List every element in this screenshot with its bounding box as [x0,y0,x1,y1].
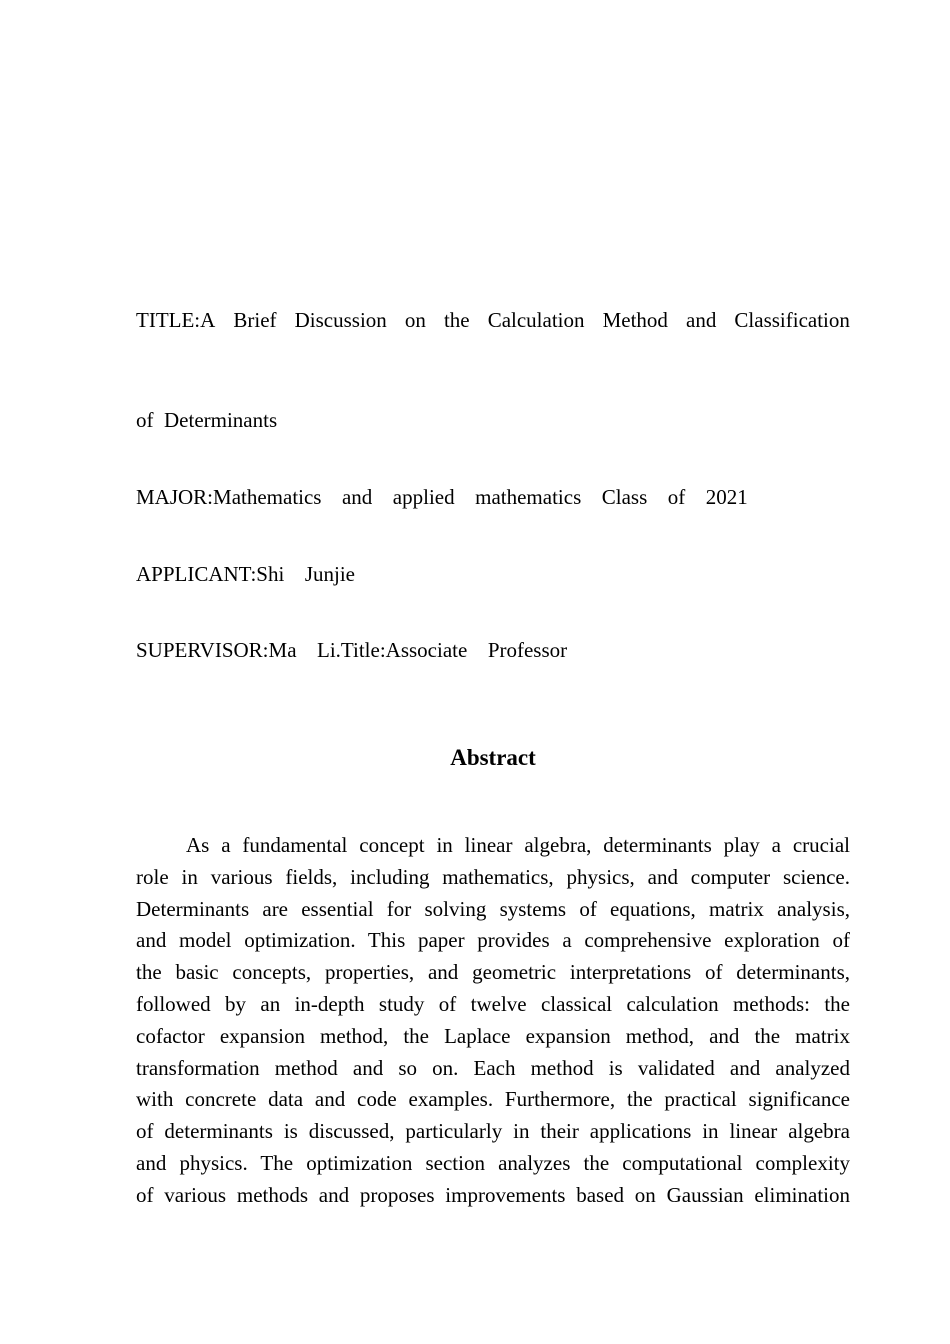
abstract-line: and physics. The optimization section analyzes the computational complexity [136,1150,850,1175]
abstract-line: of determinants is discussed, particularly in their applications in linear algebra [136,1119,850,1144]
abstract-line: role in various fields, including mathematics, physics, and computer science. [136,864,850,889]
title-word: Calculation [487,308,585,332]
abstract-line: As a fundamental concept in linear algebra, determinants play a crucial [186,833,850,857]
title-word: Method [602,308,668,332]
title-word: TITLE:A [136,308,216,332]
abstract-line: cofactor expansion method, the Laplace expansion method, and the matrix [136,1023,850,1048]
abstract-line: the basic concepts, properties, and geometric interpretations of determinants, [136,960,850,985]
abstract-body [136,830,850,1212]
supervisor-field: SUPERVISOR:Ma Li.Title:Associate Professor [136,638,568,662]
title-word: Discussion [294,308,387,332]
applicant-field: APPLICANT:Shi Junjie [136,562,355,586]
title-word: Brief [233,308,277,332]
abstract-heading: Abstract [450,745,536,770]
title-word: on [404,308,426,332]
thesis-title-line-1 [136,308,850,332]
major-field: MAJOR:Mathematics and applied mathematics Class of 2021 [136,485,748,509]
abstract-line: and model optimization. This paper provides a comprehensive exploration of [136,928,850,953]
title-word: Classification [734,308,850,332]
abstract-line: followed by an in-depth study of twelve classical calculation methods: the [136,991,850,1016]
title-word: and [686,308,717,332]
title-word: the [443,308,470,332]
abstract-line: Determinants are essential for solving systems of equations, matrix analysis, [136,896,850,921]
abstract-line: of various methods and proposes improvements based on Gaussian elimination [136,1182,850,1207]
abstract-line: with concrete data and code examples. Furthermore, the practical significance [136,1087,850,1112]
thesis-title-line-2: of Determinants [136,408,278,432]
abstract-line: transformation method and so on. Each method is validated and analyzed [136,1055,850,1080]
